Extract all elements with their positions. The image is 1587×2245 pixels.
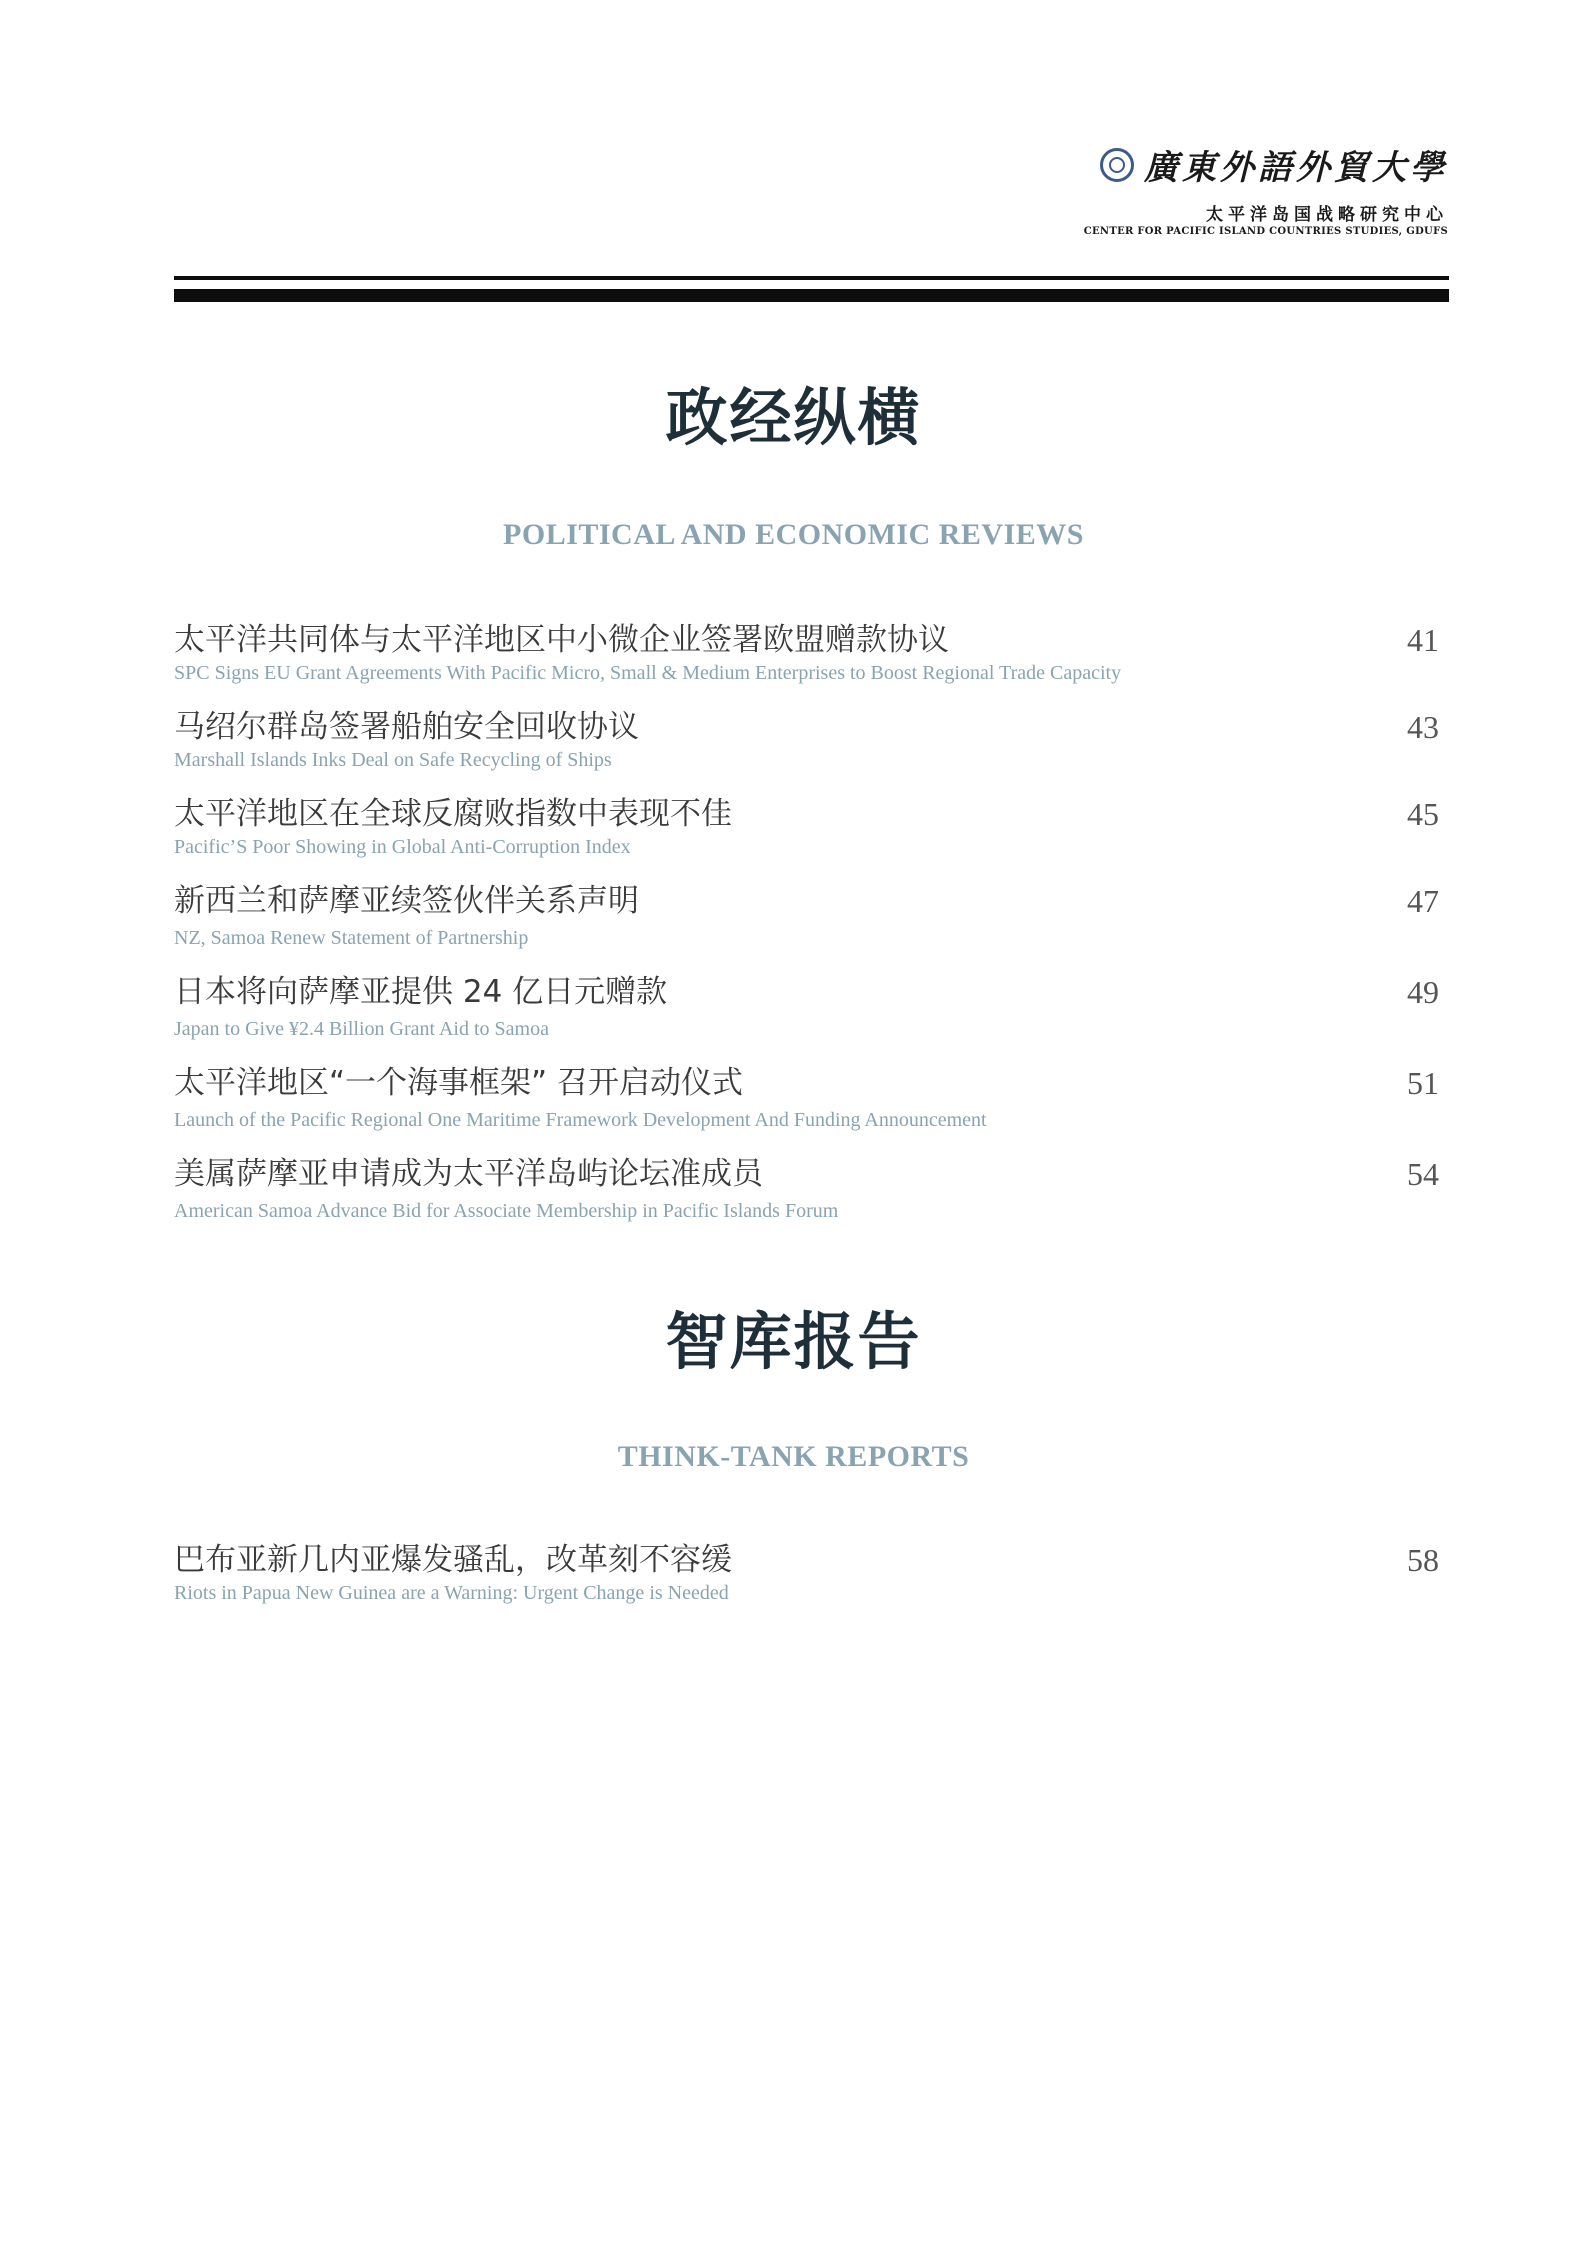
toc-entry-page: 47 xyxy=(1407,883,1439,919)
toc-entry-title-cn: 太平洋地区在全球反腐败指数中表现不佳 xyxy=(174,796,732,832)
section-title-cn: 政经纵横 xyxy=(665,381,922,454)
toc-entry-title-en: Riots in Papua New Guinea are a Warning: Urgent Change is Needed xyxy=(174,1582,729,1604)
toc-entry-title-en: NZ, Samoa Renew Statement of Partnership xyxy=(174,927,529,949)
university-seal-icon xyxy=(1100,148,1134,182)
toc-entry-title-cn: 太平洋地区“一个海事框架” 召开启动仪式 xyxy=(174,1065,743,1101)
section-title-cn: 智库报告 xyxy=(665,1305,922,1378)
toc-entry-title-en: Marshall Islands Inks Deal on Safe Recycling of Ships xyxy=(174,749,612,771)
toc-entry[interactable] xyxy=(174,1540,1449,1606)
toc-entry-page: 41 xyxy=(1407,622,1439,658)
page-header xyxy=(0,0,1587,310)
center-name-en: CENTER FOR PACIFIC ISLAND COUNTRIES STUDIES, GDUFS xyxy=(1083,226,1448,237)
center-name-cn: 太平洋岛国战略研究中心 xyxy=(1206,205,1448,225)
toc-entry-title-cn: 马绍尔群岛签署船舶安全回收协议 xyxy=(174,709,639,745)
toc-entry-title-en: Launch of the Pacific Regional One Maritime Framework Development And Funding Announcement xyxy=(174,1109,987,1131)
toc-entry-title-en: American Samoa Advance Bid for Associate Membership in Pacific Islands Forum xyxy=(174,1200,839,1222)
toc-entry-title-cn: 太平洋共同体与太平洋地区中小微企业签署欧盟赠款协议 xyxy=(174,622,949,658)
toc-entry-title-cn: 巴布亚新几内亚爆发骚乱，改革刻不容缓 xyxy=(174,1542,732,1578)
university-logo xyxy=(1100,140,1448,189)
toc-entry[interactable] xyxy=(174,881,1449,951)
toc-entry-page: 54 xyxy=(1407,1156,1439,1192)
toc-entry-page: 45 xyxy=(1407,796,1439,832)
header-rule-thin xyxy=(174,276,1449,280)
toc-entry-title-cn: 日本将向萨摩亚提供 24 亿日元赠款 xyxy=(174,974,668,1010)
toc-entry-page: 58 xyxy=(1407,1542,1439,1578)
toc-entry[interactable] xyxy=(174,972,1449,1042)
toc-entry-title-en: Pacific’S Poor Showing in Global Anti-Corruption Index xyxy=(174,836,631,858)
toc-entry-title-cn: 美属萨摩亚申请成为太平洋岛屿论坛准成员 xyxy=(174,1156,763,1192)
toc-entry[interactable] xyxy=(174,707,1449,773)
toc-entry[interactable] xyxy=(174,1154,1449,1224)
toc-entry-page: 49 xyxy=(1407,974,1439,1010)
toc-entry-title-en: Japan to Give ¥2.4 Billion Grant Aid to Samoa xyxy=(174,1018,549,1040)
toc-entry-title-en: SPC Signs EU Grant Agreements With Pacific Micro, Small & Medium Enterprises to Boost Regional Trade Capacity xyxy=(174,662,1122,684)
toc-entry-page: 51 xyxy=(1407,1065,1439,1101)
header-rule-thick xyxy=(174,289,1449,302)
toc-entry[interactable] xyxy=(174,1063,1449,1133)
toc-entry[interactable] xyxy=(174,794,1449,860)
toc-entry-page: 43 xyxy=(1407,709,1439,745)
section-title-en: POLITICAL AND ECONOMIC REVIEWS xyxy=(503,518,1084,551)
toc-entry-title-cn: 新西兰和萨摩亚续签伙伴关系声明 xyxy=(174,883,639,919)
section-title-en: THINK-TANK REPORTS xyxy=(617,1440,970,1473)
university-name: 廣東外語外貿大學 xyxy=(1144,148,1448,188)
toc-entry[interactable] xyxy=(174,620,1449,686)
